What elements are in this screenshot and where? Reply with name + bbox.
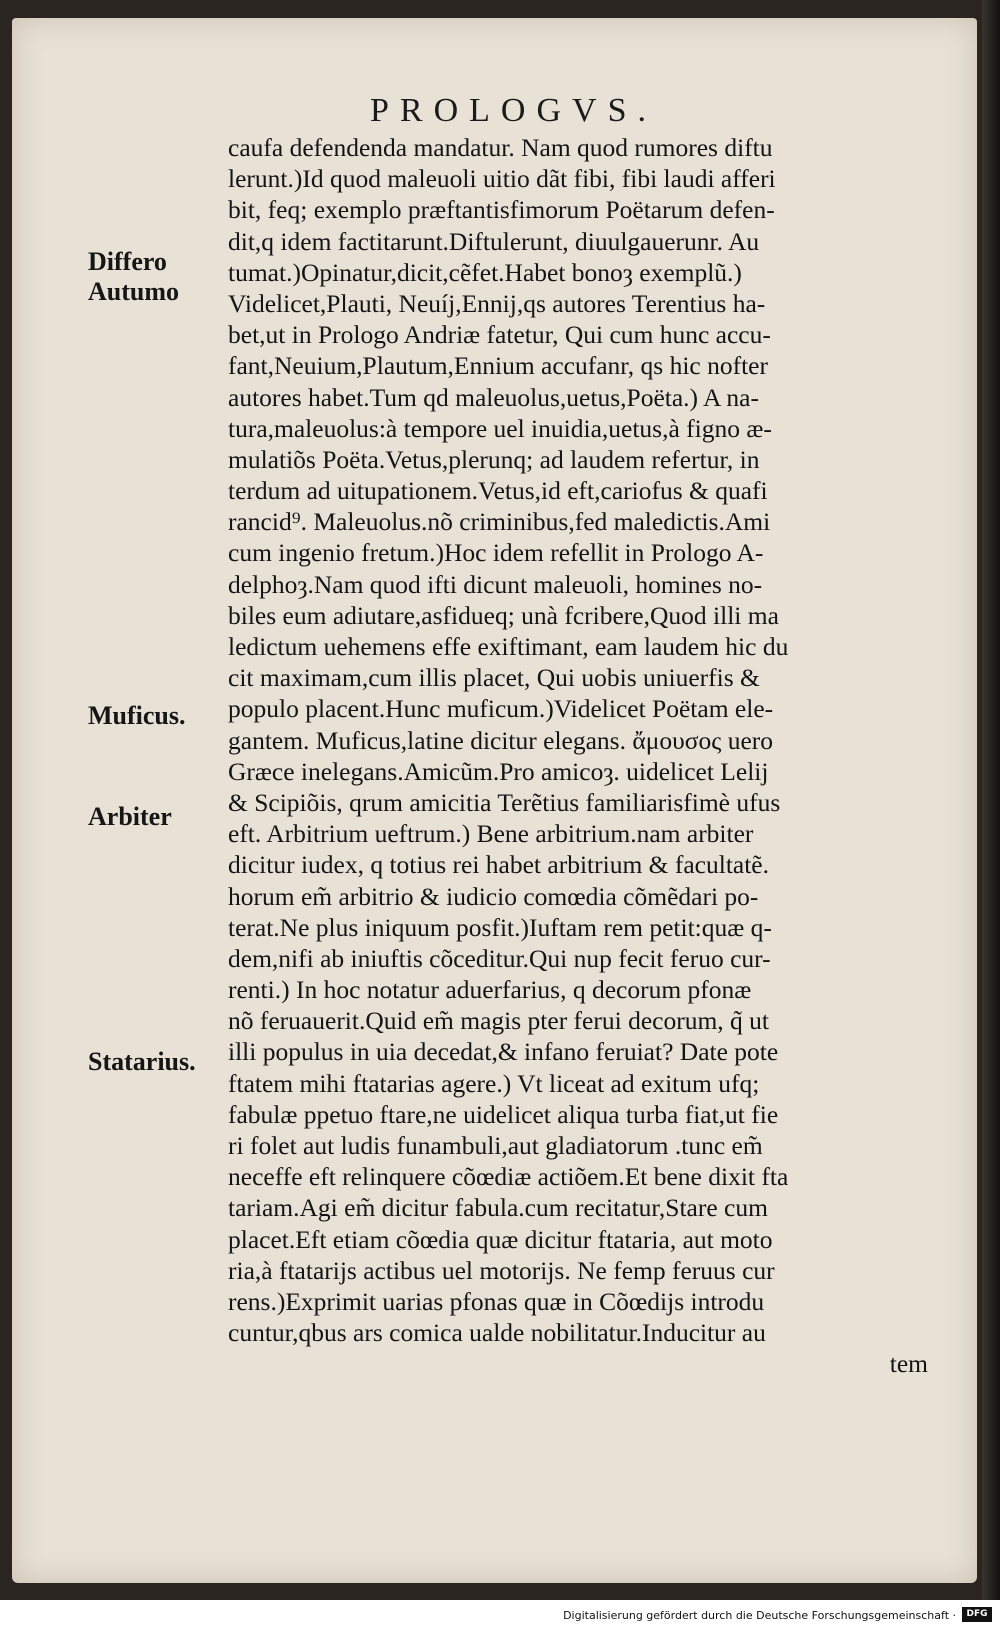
text-line: bet,ut in Prologo Andriæ fatetur, Qui cum hunc accu- bbox=[228, 320, 771, 350]
text-line: placet.Eft etiam cõœdia quæ dicitur ftataria, aut moto bbox=[228, 1224, 773, 1254]
digitization-footer bbox=[0, 1600, 1000, 1631]
funding-credit: Digitalisierung gefördert durch die Deutsche Forschungsgemeinschaft · bbox=[563, 1609, 956, 1622]
text-line: mulatiõs Poëta.Vetus,plerunq; ad laudem refertur, in bbox=[228, 444, 760, 474]
text-line: ria,à ftatarijs actibus uel motorijs. Ne femp feruus cur bbox=[228, 1255, 775, 1285]
text-line: populo placent.Hunc muficum.)Videlicet Poëtam ele- bbox=[228, 694, 774, 724]
marginal-note-muficus: Muficus. bbox=[88, 701, 186, 730]
text-line: illi populus in uia decedat,& infano feruiat? Date pote bbox=[228, 1037, 779, 1067]
text-line: terat.Ne plus iniquum posfit.)Iuftam rem petit:quæ q- bbox=[228, 912, 772, 942]
text-line: Græce inelegans.Amicũm.Pro amicoȝ. uidelicet Lelij bbox=[228, 756, 769, 786]
text-line: fant,Neuium,Plautum,Ennium accufanr, qs hic nofter bbox=[228, 351, 768, 381]
marginal-note-differo: Differo bbox=[88, 247, 167, 276]
text-line: biles eum adiutare,asfidueq; unà fcribere,Quod illi ma bbox=[228, 600, 779, 630]
text-line: tumat.)Opinatur,dicit,cẽfet.Habet bonoȝ exemplũ.) bbox=[228, 257, 742, 287]
text-line: dem,nifi ab iniuftis cõceditur.Qui nup fecit feruo cur- bbox=[228, 943, 771, 973]
text-line: dicitur iudex, q totius rei habet arbitrium & facultatẽ. bbox=[228, 850, 770, 880]
text-line: nõ feruauerit.Quid em̃ magis pter ferui decorum, q̃ ut bbox=[228, 1006, 769, 1036]
marginal-note-arbiter: Arbiter bbox=[88, 802, 172, 831]
text-line: cum ingenio fretum.)Hoc idem refellit in Prologo A- bbox=[228, 538, 764, 568]
text-line: cuntur,qbus ars comica ualde nobilitatur.Inducitur au bbox=[228, 1318, 766, 1348]
text-line: eft. Arbitrium ueftrum.) Bene arbitrium.nam arbiter bbox=[228, 819, 754, 849]
text-line: ri folet aut ludis funambuli,aut gladiatorum .tunc em̃ bbox=[228, 1131, 763, 1160]
text-line: tura,maleuolus:à tempore uel inuidia,uetus,à figno æ- bbox=[228, 413, 772, 443]
text-line: Videlicet,Plauti, Neuíj,Ennij,qs autores Terentius ha- bbox=[228, 288, 766, 318]
text-line: caufa defendenda mandatur. Nam quod rumores diftu bbox=[228, 133, 773, 162]
text-line: ftatem mihi ftatarias agere.) Vt liceat ad exitum ufq; bbox=[228, 1068, 760, 1098]
text-line: renti.) In hoc notatur aduerfarius, q decorum pfonæ bbox=[228, 975, 752, 1005]
catchword: tem bbox=[889, 1349, 928, 1379]
text-line: gantem. Muficus,latine dicitur elegans. ἄμουσος uero bbox=[228, 725, 774, 755]
text-line: cit maximam,cum illis placet, Qui uobis uniuerfis & bbox=[228, 663, 760, 693]
text-line: fabulæ ppetuo ftare,ne uidelicet aliqua turba fiat,ut fie bbox=[228, 1099, 779, 1129]
book-binding-edge bbox=[982, 0, 1000, 1600]
running-head: PROLOGVS. bbox=[370, 92, 657, 129]
text-line: rens.)Exprimit uarias pfonas quæ in Cõœdijs introdu bbox=[228, 1286, 765, 1316]
text-line: lerunt.)Id quod maleuoli uitio dãt fibi, fibi laudi afferi bbox=[228, 164, 776, 194]
text-line: neceffe eft relinquere cõœdiæ actiõem.Et bene dixit fta bbox=[228, 1162, 789, 1192]
text-line: bit, feq; exemplo præftantisfimorum Poëtarum defen- bbox=[228, 195, 775, 225]
text-line: tariam.Agi em̃ dicitur fabula.cum recitatur,Stare cum bbox=[228, 1193, 768, 1223]
text-line: horum em̃ arbitrio & iudicio comœdia cõmẽdari po- bbox=[228, 881, 759, 911]
text-line: rancid⁹. Maleuolus.nõ criminibus,fed maledictis.Ami bbox=[228, 507, 771, 537]
text-line: delphoȝ.Nam quod ifti dicunt maleuoli, homines no- bbox=[228, 569, 763, 599]
text-line: autores habet.Tum qd maleuolus,uetus,Poëta.) A na- bbox=[228, 382, 759, 412]
marginal-note-autumo: Autumo bbox=[88, 277, 180, 306]
dfg-logo: DFG bbox=[962, 1607, 992, 1622]
text-line: ledictum uehemens effe exiftimant, eam laudem hic du bbox=[228, 632, 789, 661]
commentary-text-block bbox=[228, 132, 928, 1380]
text-line: terdum ad uitupationem.Vetus,id eft,cariofus & quafi bbox=[228, 476, 768, 506]
text-line: & Scipiõis, qrum amicitia Terẽtius familiarisfimè ufus bbox=[228, 787, 781, 817]
text-line: dit,q idem factitarunt.Diftulerunt, diuulgauerunr. Au bbox=[228, 226, 760, 256]
marginal-note-statarius: Statarius. bbox=[88, 1047, 196, 1076]
